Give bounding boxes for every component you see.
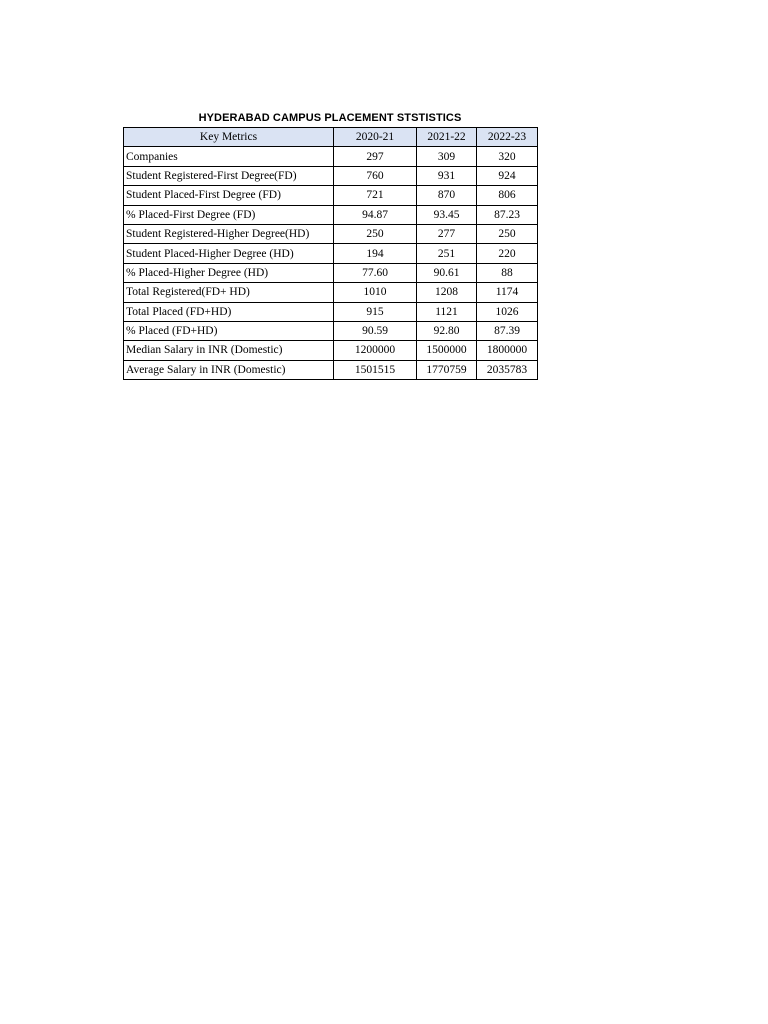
value-2020-21: 760 xyxy=(334,166,417,185)
metric-label: % Placed (FD+HD) xyxy=(124,321,334,340)
value-2020-21: 1010 xyxy=(334,283,417,302)
value-2020-21: 297 xyxy=(334,147,417,166)
value-2020-21: 1501515 xyxy=(334,360,417,379)
value-2022-23: 806 xyxy=(477,186,538,205)
value-2020-21: 90.59 xyxy=(334,321,417,340)
table-row xyxy=(124,321,538,340)
value-2020-21: 250 xyxy=(334,224,417,243)
metric-label: Student Registered-First Degree(FD) xyxy=(124,166,334,185)
value-2021-22: 1770759 xyxy=(417,360,477,379)
table-row xyxy=(124,205,538,224)
value-2022-23: 88 xyxy=(477,263,538,282)
table-row xyxy=(124,283,538,302)
table-row xyxy=(124,147,538,166)
value-2022-23: 87.23 xyxy=(477,205,538,224)
value-2021-22: 1208 xyxy=(417,283,477,302)
value-2021-22: 90.61 xyxy=(417,263,477,282)
value-2022-23: 924 xyxy=(477,166,538,185)
table-title: HYDERABAD CAMPUS PLACEMENT STSTISTICS xyxy=(198,112,462,124)
value-2021-22: 309 xyxy=(417,147,477,166)
table-row xyxy=(124,166,538,185)
value-2022-23: 1800000 xyxy=(477,341,538,360)
value-2021-22: 251 xyxy=(417,244,477,263)
table-row xyxy=(124,186,538,205)
value-2022-23: 320 xyxy=(477,147,538,166)
value-2020-21: 94.87 xyxy=(334,205,417,224)
table-row xyxy=(124,244,538,263)
table-row xyxy=(124,263,538,282)
value-2021-22: 870 xyxy=(417,186,477,205)
value-2020-21: 77.60 xyxy=(334,263,417,282)
metric-label: Median Salary in INR (Domestic) xyxy=(124,341,334,360)
metric-label: Student Placed-First Degree (FD) xyxy=(124,186,334,205)
column-header-2022-23: 2022-23 xyxy=(477,128,538,147)
value-2021-22: 1500000 xyxy=(417,341,477,360)
column-header-2020-21: 2020-21 xyxy=(334,128,417,147)
value-2022-23: 250 xyxy=(477,224,538,243)
placement-statistics-sheet xyxy=(123,110,537,380)
value-2022-23: 1026 xyxy=(477,302,538,321)
metric-label: Total Registered(FD+ HD) xyxy=(124,283,334,302)
metric-label: % Placed-First Degree (FD) xyxy=(124,205,334,224)
value-2020-21: 915 xyxy=(334,302,417,321)
value-2022-23: 1174 xyxy=(477,283,538,302)
value-2021-22: 93.45 xyxy=(417,205,477,224)
value-2020-21: 1200000 xyxy=(334,341,417,360)
value-2021-22: 277 xyxy=(417,224,477,243)
column-header-2021-22: 2021-22 xyxy=(417,128,477,147)
value-2020-21: 194 xyxy=(334,244,417,263)
table-row xyxy=(124,341,538,360)
value-2022-23: 87.39 xyxy=(477,321,538,340)
value-2021-22: 931 xyxy=(417,166,477,185)
metric-label: Companies xyxy=(124,147,334,166)
value-2020-21: 721 xyxy=(334,186,417,205)
header-row xyxy=(124,128,538,147)
value-2022-23: 2035783 xyxy=(477,360,538,379)
table-row xyxy=(124,224,538,243)
metric-label: Student Registered-Higher Degree(HD) xyxy=(124,224,334,243)
metric-label: Student Placed-Higher Degree (HD) xyxy=(124,244,334,263)
column-header-key-metrics: Key Metrics xyxy=(124,128,334,147)
metric-label: % Placed-Higher Degree (HD) xyxy=(124,263,334,282)
metric-label: Average Salary in INR (Domestic) xyxy=(124,360,334,379)
value-2021-22: 1121 xyxy=(417,302,477,321)
table-row xyxy=(124,360,538,379)
table-row xyxy=(124,302,538,321)
value-2021-22: 92.80 xyxy=(417,321,477,340)
metric-label: Total Placed (FD+HD) xyxy=(124,302,334,321)
value-2022-23: 220 xyxy=(477,244,538,263)
placement-stats-table xyxy=(123,127,538,380)
